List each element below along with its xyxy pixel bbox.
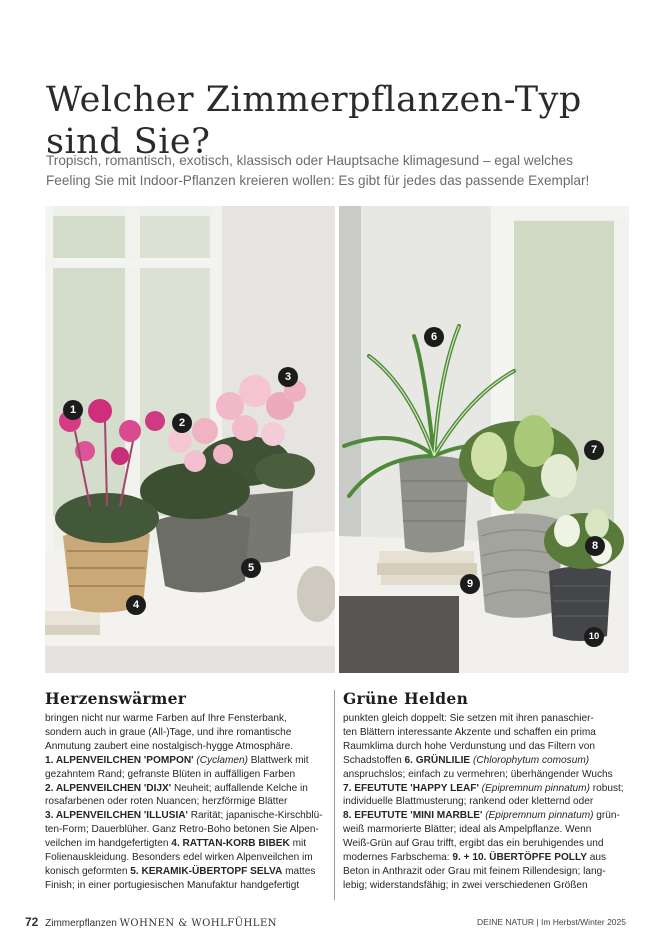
marker-badge: 5	[241, 558, 261, 578]
text-fragment: grün-	[593, 810, 620, 822]
page-number: 72	[25, 915, 39, 929]
marker-badge: 1	[63, 400, 83, 420]
botanical-name: (Epipremnum pinnatum)	[482, 810, 594, 822]
text-line: weiß marmorierte Blätter; ideal als Ampelpflanze. Wenn	[343, 824, 592, 836]
column-body	[343, 712, 631, 893]
text-line: individuelle Blattmusterung; rankend oder kletternd oder	[343, 796, 594, 808]
subtitle-line: Feeling Sie mit Indoor-Pflanzen kreieren wollen: Es gibt für jedes das passende Exemplar!	[46, 173, 590, 188]
text-line: ten-Form; Dauerblüher. Ganz Retro-Boho betonen Sie Alpen-	[45, 824, 319, 836]
text-line: Folienauskleidung. Besonders edel wirken Alpenveilchen im	[45, 852, 313, 864]
photo-cyclamen-windowsill	[45, 206, 335, 673]
text-line: Raumklima durch hohe Verdunstung und das Filtern von	[343, 740, 595, 752]
product-name: 9. + 10. ÜBERTÖPFE POLLY	[452, 852, 587, 864]
footer-brand: WOHNEN & WOHLFÜHLEN	[119, 918, 277, 929]
footer-section: Zimmerpflanzen	[45, 918, 117, 929]
column-heading: Grüne Helden	[343, 689, 469, 708]
text-fragment: Blattwerk mit	[247, 754, 309, 766]
marker-badge: 9	[460, 574, 480, 594]
text-line	[45, 837, 333, 851]
text-fragment: modernes Farbschema:	[343, 852, 453, 864]
footer-issue: DEINE NATUR | Im Herbst/Winter 2025	[477, 917, 626, 927]
text-fragment: aus	[586, 852, 607, 864]
text-line: Anmutung zaubert eine nostalgisch-hygge Atmosphäre.	[45, 740, 294, 752]
product-name: 7. EFEUTUTE 'HAPPY LEAF'	[343, 782, 479, 794]
subtitle	[46, 151, 646, 191]
footer-left	[25, 915, 277, 929]
title-line: Welcher Zimmerpflanzen-Typ	[46, 80, 582, 121]
marker-badge: 4	[126, 595, 146, 615]
product-name: 4. RATTAN-KORB BIBEK	[171, 838, 290, 850]
botanical-name: (Cyclamen)	[196, 754, 248, 766]
product-name: 2. ALPENVEILCHEN 'DIJX'	[45, 782, 172, 794]
text-line: ten Blättern interessante Akzente und schaffen ein prima	[343, 726, 596, 738]
botanical-name: (Chlorophytum comosum)	[470, 754, 590, 766]
product-name: 1. ALPENVEILCHEN 'POMPON'	[45, 754, 194, 766]
text-line: Finish; in einer portugiesischen Manufaktur handgefertigt	[45, 879, 300, 891]
text-line	[45, 809, 333, 823]
text-line: lebig; widerstandsfähig; in zwei verschiedenen Größen	[343, 879, 588, 891]
title-line: sind Sie?	[46, 122, 211, 163]
marker-badge: 8	[585, 536, 605, 556]
column-gruene-helden	[343, 688, 631, 893]
text-fragment: mattes	[282, 865, 316, 877]
text-line: bringen nicht nur warme Farben auf Ihre Fensterbank,	[45, 713, 287, 724]
text-fragment: Neuheit; auffallende Kelche in	[171, 782, 308, 794]
product-name: 6. GRÜNLILIE	[404, 754, 471, 766]
text-line: anspruchslos; einfach zu vermehren; überhängender Wuchs	[343, 768, 613, 780]
marker-badge: 2	[172, 413, 192, 433]
subtitle-line: Tropisch, romantisch, exotisch, klassisch oder Hauptsache klimagesund – egal welches	[46, 153, 573, 168]
text-fragment: mit	[289, 838, 307, 850]
text-line: punkten gleich doppelt: Sie setzen mit ihren panaschier-	[343, 713, 594, 724]
text-fragment: Schadstoffen	[343, 754, 405, 766]
text-line: Beton in Anthrazit oder Grau mit feinem Rillendesign; lang-	[343, 865, 606, 877]
column-divider	[334, 690, 335, 900]
product-name: 5. KERAMIK-ÜBERTOPF SELVA	[130, 865, 283, 877]
text-line	[343, 754, 631, 768]
text-line: gezahntem Rand; gefranste Blüten in auffälligen Farben	[45, 768, 296, 780]
botanical-name: (Epipremnum pinnatum)	[478, 782, 590, 794]
text-line: Weiß-Grün auf Grau trifft, ergibt das ein beruhigendes und	[343, 838, 604, 850]
photo-green-plants-windowsill	[339, 206, 629, 673]
column-herzenswaermer	[45, 688, 333, 893]
text-fragment: Rarität; japanische-Kirschblü-	[187, 810, 323, 822]
text-fragment: veilchen im handgefertigten	[45, 838, 172, 850]
marker-badge: 10	[584, 627, 604, 647]
text-line: sondern auch in graue (All-)Tage, und ihre romantische	[45, 726, 292, 738]
cyclamen-illustration	[45, 206, 335, 673]
text-fragment: konisch geformten	[45, 865, 131, 877]
text-line	[45, 865, 333, 879]
text-line	[45, 754, 333, 768]
column-heading: Herzenswärmer	[45, 689, 187, 708]
product-name: 8. EFEUTUTE 'MINI MARBLE'	[343, 810, 483, 822]
product-name: 3. ALPENVEILCHEN 'ILLUSIA'	[45, 810, 188, 822]
text-line	[343, 782, 631, 796]
marker-badge: 3	[278, 367, 298, 387]
green-plants-illustration	[339, 206, 629, 673]
text-line	[343, 809, 631, 823]
text-fragment: robust;	[589, 782, 624, 794]
marker-badge: 6	[424, 327, 444, 347]
column-body	[45, 712, 333, 893]
text-line	[343, 851, 631, 865]
marker-badge: 7	[584, 440, 604, 460]
text-line: rosafarbenen oder roten Nuancen; herzförmige Blätter	[45, 796, 288, 808]
text-line	[45, 782, 333, 796]
